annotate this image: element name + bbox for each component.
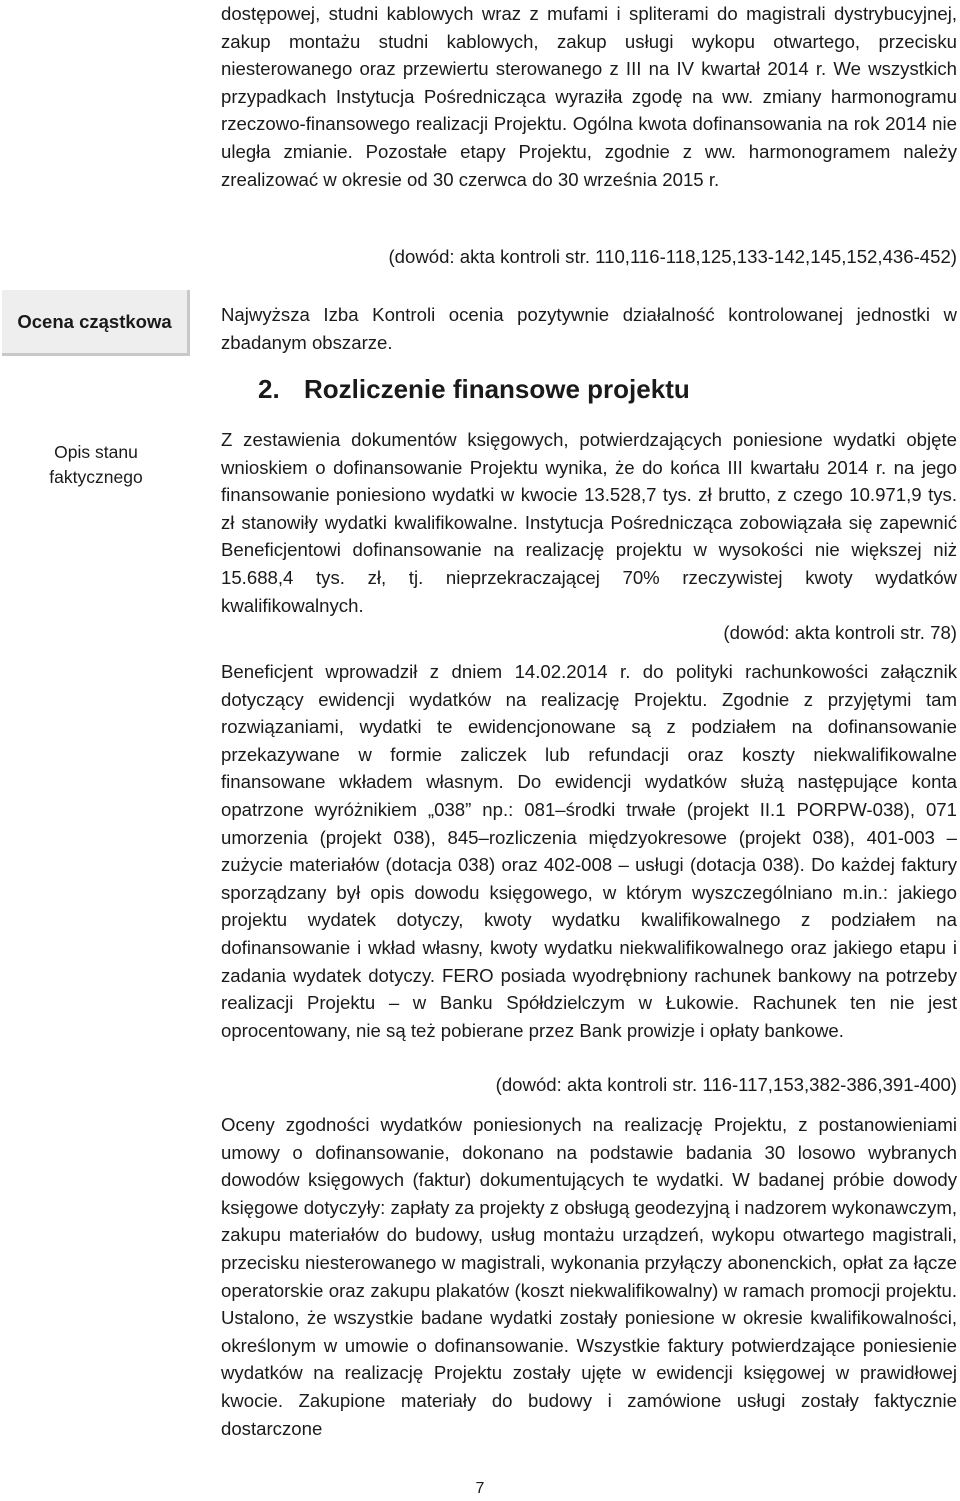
partial-assessment-text: Najwyższa Izba Kontroli ocenia pozytywnie działalność kontrolowanej jednostki w zbadanym obszarze. [221, 304, 957, 353]
intro-evidence: (dowód: akta kontroli str. 110,116-118,125,133-142,145,152,436-452) [388, 246, 957, 267]
section-paragraph-2: Beneficjent wprowadził z dniem 14.02.2014 r. do polityki rachunkowości załącznik dotyczący ewidencji wydatków na realizację Projektu. Zgodnie z przyjętymi tam rozwiązaniami, wydatki te ewidencjonowane są z podziałem na dofinansowanie przekazywane w formie zaliczek lub refundacji oraz koszty niekwalifikowalne finansowane wkładem własnym. Do ewidencji wydatków służą następujące konta opatrzone wyróżnikiem „038” np.: 081–środki trwałe (projekt II.1 PORPW-038), 071 umorzenia (projekt 038), 845–rozliczenia międzyokresowe (projekt 038), 401-003 – zużycie materiałów (dotacja 038) oraz 402-008 – usługi (dotacja 038). Do każdej faktury sporządzany był opis dowodu księgowego, w którym wyszczególniano m.in.: jakiego projektu wydatek dotyczy, kwoty wydatku kwalifikowalnego z podziałem na dofinansowanie i wkład własny, kwoty wydatku niekwalifikowalnego oraz jakiego etapu i zadania wydatek dotyczy. FERO posiada wyodrębniony rachunek bankowy na potrzeby realizacji Projektu – w Banku Spółdzielczym w Łukowie. Rachunek ten nie jest oprocentowany, nie są też pobierane przez Bank prowizje i opłaty bankowe. [221, 661, 957, 1041]
section-evidence-1: (dowód: akta kontroli str. 78) [723, 622, 957, 643]
page-number: 7 [475, 1480, 485, 1497]
section-title: Rozliczenie finansowe projektu [304, 374, 690, 404]
section-paragraph-1: Z zestawienia dokumentów księgowych, potwierdzających poniesione wydatki objęte wnioskiem o dofinansowanie Projektu wynika, że do końca III kwartału 2014 r. na jego finansowanie poniesiono wydatki w kwocie 13.528,7 tys. zł brutto, z czego 10.971,9 tys. zł stanowiły wydatki kwalifikowalne. Instytucja Pośrednicząca zobowiązała się zapewnić Beneficjentowi dofinansowanie na realizację projektu w wysokości nie większej niż 15.688,4 tys. zł, tj. nieprzekraczającej 70% rzeczywistej kwoty wydatków kwalifikowalnych. [221, 429, 957, 616]
section-number: 2. [258, 374, 280, 404]
section-heading [258, 374, 690, 405]
section-evidence-2: (dowód: akta kontroli str. 116-117,153,382-386,391-400) [495, 1074, 957, 1095]
section-paragraph-3: Oceny zgodności wydatków poniesionych na realizację Projektu, z postanowieniami umowy o dofinansowanie, dokonano na podstawie badania 30 losowo wybranych dowodów księgowych (faktur) dokumentujących te wydatki. W badanej próbie dowody księgowe dotyczyły: zapłaty za projekty z obsługą geodezyjną i nadzorem wykonawczym, zakupu materiałów do budowy, usług montażu urządzeń, wykopu otwartego magistrali, przecisku niesterowanego w magistrali, wykonania przyłączy abonenckich, opłat za łącze operatorskie oraz zakupu plakatów (koszt niekwalifikowalny) w ramach promocji projektu. Ustalono, że wszystkie badane wydatki zostały poniesione w okresie kwalifikowalności, określonym w umowie o dofinansowanie. Wszystkie faktury potwierdzające poniesienie wydatków na realizację Projektu zostały ujęte w ewidencji księgowej w prawidłowej kwocie. Zakupione materiały do budowy i zamówione usługi zostały faktycznie dostarczone [221, 1114, 957, 1439]
fact-description-label-line1: Opis stanu [54, 442, 138, 462]
fact-description-label-line2: faktycznego [49, 467, 143, 487]
partial-assessment-label-text: Ocena cząstkowa [17, 310, 172, 332]
partial-assessment-label [2, 290, 190, 356]
intro-paragraph: dostępowej, studni kablowych wraz z mufami i spliterami do magistrali dystrybucyjnej, zakup montażu studni kablowych, zakup usługi wykopu otwartego, przecisku niesterowanego oraz przewiertu sterowanego z III na IV kwartał 2014 r. We wszystkich przypadkach Instytucja Pośrednicząca wyraziła zgodę na ww. zmiany harmonogramu rzeczowo-finansowego realizacji Projektu. Ogólna kwota dofinansowania na rok 2014 nie uległa zmianie. Pozostałe etapy Projektu, zgodnie z ww. harmonogramem należy zrealizować w okresie od 30 czerwca do 30 września 2015 r. [221, 3, 957, 190]
fact-description-label [0, 440, 192, 490]
